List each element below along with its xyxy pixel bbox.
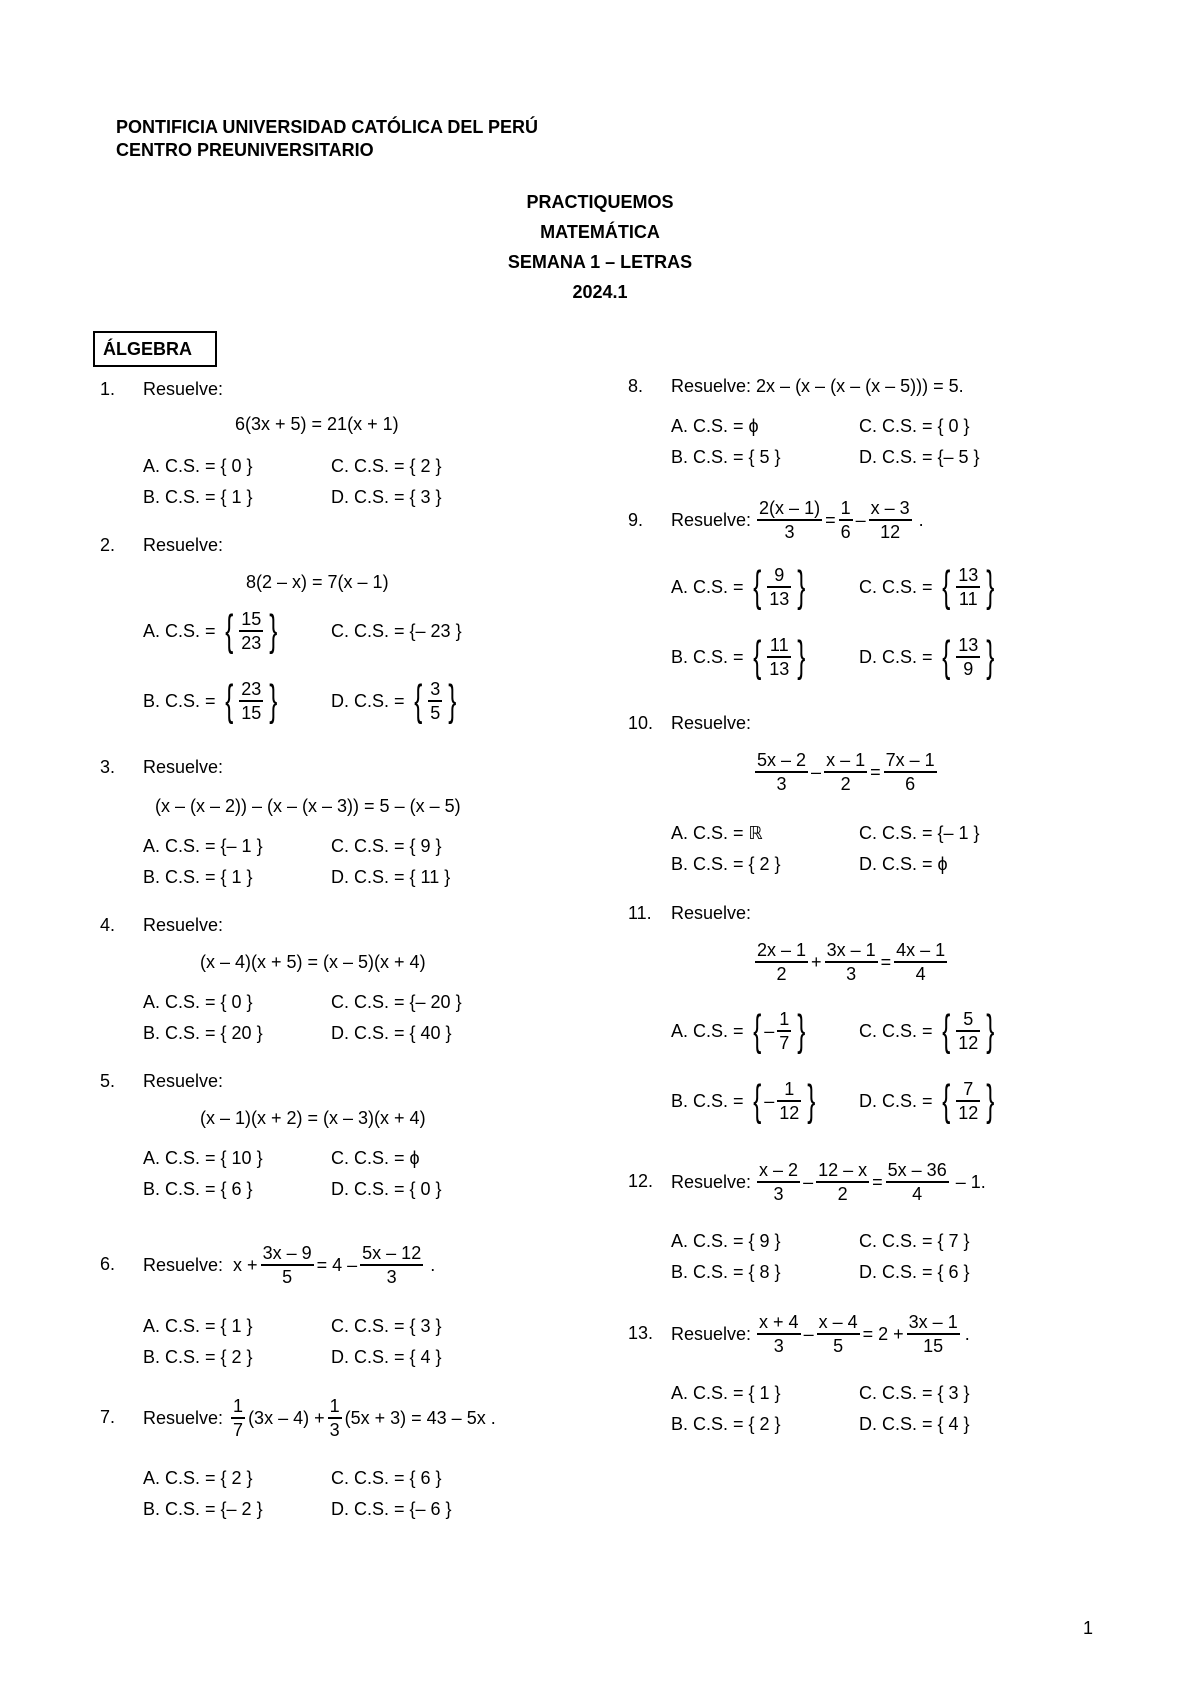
option-b: B. C.S. = { $\frac{11}{13}$ }: [671, 632, 806, 681]
option-label: C. C.S. =: [859, 1021, 933, 1041]
option-a: A. C.S. = ϕ: [671, 416, 759, 436]
denominator: 6: [839, 519, 853, 543]
denominator: 13: [767, 656, 791, 680]
numerator: 1: [779, 1009, 790, 1029]
option-d: D. C.S. = { 3 }: [331, 487, 442, 507]
option-c: C. C.S. = { 9 }: [331, 836, 442, 856]
option-d: D. C.S. = {– 5 }: [859, 447, 980, 467]
numerator: 2x – 1: [757, 940, 807, 960]
option-label: D. C.S. =: [859, 1091, 933, 1111]
operator: .: [918, 510, 924, 530]
problem-number: 7.: [100, 1407, 116, 1427]
center-name: CENTRO PREUNIVERSITARIO: [116, 140, 374, 160]
denominator: 12: [956, 1100, 980, 1124]
numerator: x – 1: [826, 750, 866, 770]
denominator: 2: [816, 1181, 869, 1205]
negative-sign: –: [764, 1021, 775, 1041]
denominator: 3: [757, 519, 822, 543]
numerator: 7x – 1: [885, 750, 935, 770]
numerator: 3x – 9: [262, 1243, 312, 1263]
denominator: 4: [894, 961, 947, 985]
numerator: 5x – 12: [362, 1243, 422, 1263]
term: (3x – 4) +: [248, 1408, 325, 1428]
option-label: A. C.S. =: [671, 1021, 744, 1041]
problem-number: 4.: [100, 915, 116, 935]
option-d: D. C.S. = { 11 }: [331, 867, 451, 887]
option-c: C. C.S. = { 3 }: [331, 1316, 442, 1336]
equation: (x – 4)(x + 5) = (x – 5)(x + 4): [200, 952, 426, 972]
term: – 1.: [955, 1172, 986, 1192]
option-c: C. C.S. = { 2 }: [331, 456, 442, 476]
equation: 8(2 – x) = 7(x – 1): [246, 572, 389, 592]
numerator: 1: [329, 1396, 340, 1416]
option-a: A. C.S. = { – $\frac{1}{7}$ }: [671, 1006, 806, 1055]
equation: [752, 938, 950, 986]
option-c: C. C.S. = { $\frac{13}{11}$ }: [859, 562, 995, 611]
title-line-4: 2024.1: [572, 282, 628, 302]
operator: +: [811, 952, 822, 972]
option-d: D. C.S. = { 4 }: [859, 1414, 970, 1434]
equation: (x – 1)(x + 2) = (x – 3)(x + 4): [200, 1108, 426, 1128]
denominator: 3: [328, 1417, 342, 1441]
numerator: 2(x – 1): [759, 498, 821, 518]
option-b: B. C.S. = {– 2 }: [143, 1499, 263, 1519]
equation: [671, 1310, 970, 1358]
problem-prompt: Resuelve:: [671, 713, 752, 733]
option-a: A. C.S. = { 0 }: [143, 456, 253, 476]
option-label: A. C.S. =: [671, 577, 744, 597]
term: = 4 –: [316, 1255, 358, 1275]
term: x +: [233, 1255, 258, 1275]
option-b: B. C.S. = { 8 }: [671, 1262, 781, 1282]
numerator: x – 3: [870, 498, 910, 518]
numerator: 5: [963, 1009, 974, 1029]
numerator: 1: [784, 1079, 795, 1099]
option-c: C. C.S. = {– 23 }: [331, 621, 462, 641]
numerator: 23: [241, 679, 262, 699]
problem-prompt: Resuelve:: [143, 535, 224, 555]
problem-statement: Resuelve: 2x – (x – (x – (x – 5))) = 5.: [671, 376, 964, 396]
operator: =: [872, 1172, 883, 1192]
equation: [671, 1158, 986, 1206]
operator: –: [811, 762, 822, 782]
option-d: D. C.S. = { $\frac{13}{9}$ }: [859, 632, 995, 681]
denominator: 5: [261, 1264, 314, 1288]
option-label: A. C.S. =: [143, 621, 216, 641]
option-b: B. C.S. = { – $\frac{1}{12}$ }: [671, 1076, 816, 1125]
numerator: 12 – x: [818, 1160, 868, 1180]
numerator: 5x – 36: [887, 1160, 947, 1180]
option-a: A. C.S. = { 0 }: [143, 992, 253, 1012]
operator: =: [870, 762, 881, 782]
problem-prompt: Resuelve:: [143, 757, 224, 777]
problem-number: 11.: [628, 903, 652, 923]
option-label: B. C.S. =: [671, 647, 744, 667]
option-d: D. C.S. = { 4 }: [331, 1347, 442, 1367]
option-b: B. C.S. = { 6 }: [143, 1179, 253, 1199]
negative-sign: –: [764, 1091, 775, 1111]
problem-number: 8.: [628, 376, 644, 396]
option-label: B. C.S. =: [671, 1091, 744, 1111]
denominator: 15: [239, 700, 263, 724]
page-number: 1: [1083, 1618, 1094, 1638]
option-c: C. C.S. = { 6 }: [331, 1468, 442, 1488]
option-d: D. C.S. = { 40 }: [331, 1023, 452, 1043]
denominator: 11: [956, 586, 980, 610]
operator: –: [803, 1172, 814, 1192]
numerator: 3: [430, 679, 441, 699]
option-c: C. C.S. = {– 1 }: [859, 823, 980, 843]
option-label: D. C.S. =: [331, 691, 405, 711]
term: = 2 +: [862, 1324, 904, 1344]
option-a: A. C.S. = { 1 }: [671, 1383, 781, 1403]
equation: [143, 1242, 435, 1288]
option-a: A. C.S. = { $\frac{9}{13}$ }: [671, 562, 806, 611]
option-label: B. C.S. =: [143, 691, 216, 711]
numerator: 1: [233, 1396, 244, 1416]
option-label: D. C.S. =: [859, 647, 933, 667]
option-a: A. C.S. = { 1 }: [143, 1316, 253, 1336]
term: (5x + 3) = 43 – 5x .: [344, 1408, 496, 1428]
title-line-3: SEMANA 1 – LETRAS: [507, 252, 693, 272]
option-a: A. C.S. = { $\frac{15}{23}$ }: [143, 606, 278, 655]
denominator: 23: [239, 630, 263, 654]
option-d: D. C.S. = { 6 }: [859, 1262, 970, 1282]
numerator: x – 2: [759, 1160, 799, 1180]
numerator: 5x – 2: [757, 750, 807, 770]
denominator: 4: [886, 1181, 949, 1205]
denominator: 15: [907, 1333, 960, 1357]
option-a: A. C.S. = { 9 }: [671, 1231, 781, 1251]
term: .: [964, 1324, 970, 1344]
problem-prompt: Resuelve:: [143, 1071, 224, 1091]
option-a: A. C.S. = {– 1 }: [143, 836, 263, 856]
numerator: 3x – 1: [826, 940, 876, 960]
problem-number: 13.: [628, 1323, 654, 1343]
title-line-1: PRACTIQUEMOS: [526, 192, 674, 212]
problem-number: 10.: [628, 713, 654, 733]
option-c: C. C.S. = {– 20 }: [331, 992, 462, 1012]
numerator: 13: [958, 565, 979, 585]
numerator: 15: [241, 609, 262, 629]
denominator: 5: [428, 700, 442, 724]
option-d: D. C.S. = {– 6 }: [331, 1499, 452, 1519]
problem-prompt: Resuelve:: [143, 379, 224, 399]
section-label: ÁLGEBRA: [93, 331, 217, 367]
denominator: 9: [956, 656, 980, 680]
numerator: 13: [958, 635, 979, 655]
operator: =: [880, 952, 892, 972]
option-b: B. C.S. = { 2 }: [671, 854, 781, 874]
option-c: C. C.S. = ϕ: [331, 1148, 420, 1168]
numerator: 7: [963, 1079, 974, 1099]
denominator: 12: [777, 1100, 801, 1124]
problem-number: 12.: [628, 1171, 654, 1191]
numerator: x + 4: [759, 1312, 799, 1332]
problem-number: 3.: [100, 757, 116, 777]
option-c: C. C.S. = { 0 }: [859, 416, 970, 436]
option-d: D. C.S. = { $\frac{7}{12}$ }: [859, 1076, 995, 1125]
problem-prompt: Resuelve:: [143, 915, 224, 935]
problem-prompt: Resuelve:: [671, 903, 752, 923]
denominator: 3: [360, 1264, 423, 1288]
option-d: D. C.S. = ϕ: [859, 854, 948, 874]
option-b: B. C.S. = { 5 }: [671, 447, 781, 467]
option-b: B. C.S. = { 2 }: [143, 1347, 253, 1367]
equation: [752, 748, 940, 796]
term: .: [430, 1255, 436, 1275]
denominator: 7: [231, 1417, 245, 1441]
option-d: D. C.S. = { $\frac{3}{5}$ }: [331, 676, 457, 725]
problem-prompt: Resuelve:: [143, 1255, 224, 1275]
operator: –: [803, 1324, 814, 1344]
problem-prompt: Resuelve:: [671, 1172, 752, 1192]
problem-number: 1.: [100, 379, 116, 399]
option-b: B. C.S. = { 1 }: [143, 487, 253, 507]
denominator: 12: [956, 1030, 980, 1054]
option-c: C. C.S. = { 3 }: [859, 1383, 970, 1403]
denominator: 7: [777, 1030, 791, 1054]
equation: [671, 496, 924, 544]
equation: [143, 1395, 496, 1441]
equation: 6(3x + 5) = 21(x + 1): [235, 414, 399, 434]
option-d: D. C.S. = { 0 }: [331, 1179, 442, 1199]
problem-prompt: Resuelve:: [671, 510, 752, 530]
problem-prompt: Resuelve:: [671, 1324, 752, 1344]
option-b: B. C.S. = { 2 }: [671, 1414, 781, 1434]
option-c: C. C.S. = { $\frac{5}{12}$ }: [859, 1006, 995, 1055]
numerator: 1: [840, 498, 851, 518]
option-a: A. C.S. = ℝ: [671, 823, 763, 843]
numerator: x – 4: [818, 1312, 858, 1332]
option-label: C. C.S. =: [859, 577, 933, 597]
operator: –: [855, 510, 866, 530]
operator: =: [825, 510, 836, 530]
numerator: 9: [774, 565, 785, 585]
denominator: 2: [824, 771, 867, 795]
option-b: B. C.S. = { 1 }: [143, 867, 253, 887]
denominator: 3: [757, 1181, 800, 1205]
option-b: B. C.S. = { 20 }: [143, 1023, 263, 1043]
problem-number: 5.: [100, 1071, 116, 1091]
equation: (x – (x – 2)) – (x – (x – 3)) = 5 – (x – 5): [155, 796, 461, 816]
denominator: 3: [757, 1333, 801, 1357]
option-c: C. C.S. = { 7 }: [859, 1231, 970, 1251]
numerator: 3x – 1: [908, 1312, 958, 1332]
denominator: 3: [825, 961, 878, 985]
numerator: 4x – 1: [896, 940, 946, 960]
option-a: A. C.S. = { 2 }: [143, 1468, 253, 1488]
university-name: PONTIFICIA UNIVERSIDAD CATÓLICA DEL PERÚ: [116, 117, 539, 137]
numerator: 11: [769, 635, 789, 655]
problem-number: 6.: [100, 1254, 116, 1274]
problem-number: 9.: [628, 510, 644, 530]
problem-prompt: Resuelve:: [143, 1408, 224, 1428]
denominator: 12: [869, 519, 912, 543]
title-line-2: MATEMÁTICA: [540, 222, 660, 242]
problem-number: 2.: [100, 535, 116, 555]
option-b: B. C.S. = { $\frac{23}{15}$ }: [143, 676, 278, 725]
denominator: 2: [755, 961, 808, 985]
denominator: 13: [767, 586, 791, 610]
denominator: 5: [817, 1333, 860, 1357]
denominator: 6: [884, 771, 937, 795]
denominator: 3: [755, 771, 808, 795]
option-a: A. C.S. = { 10 }: [143, 1148, 263, 1168]
